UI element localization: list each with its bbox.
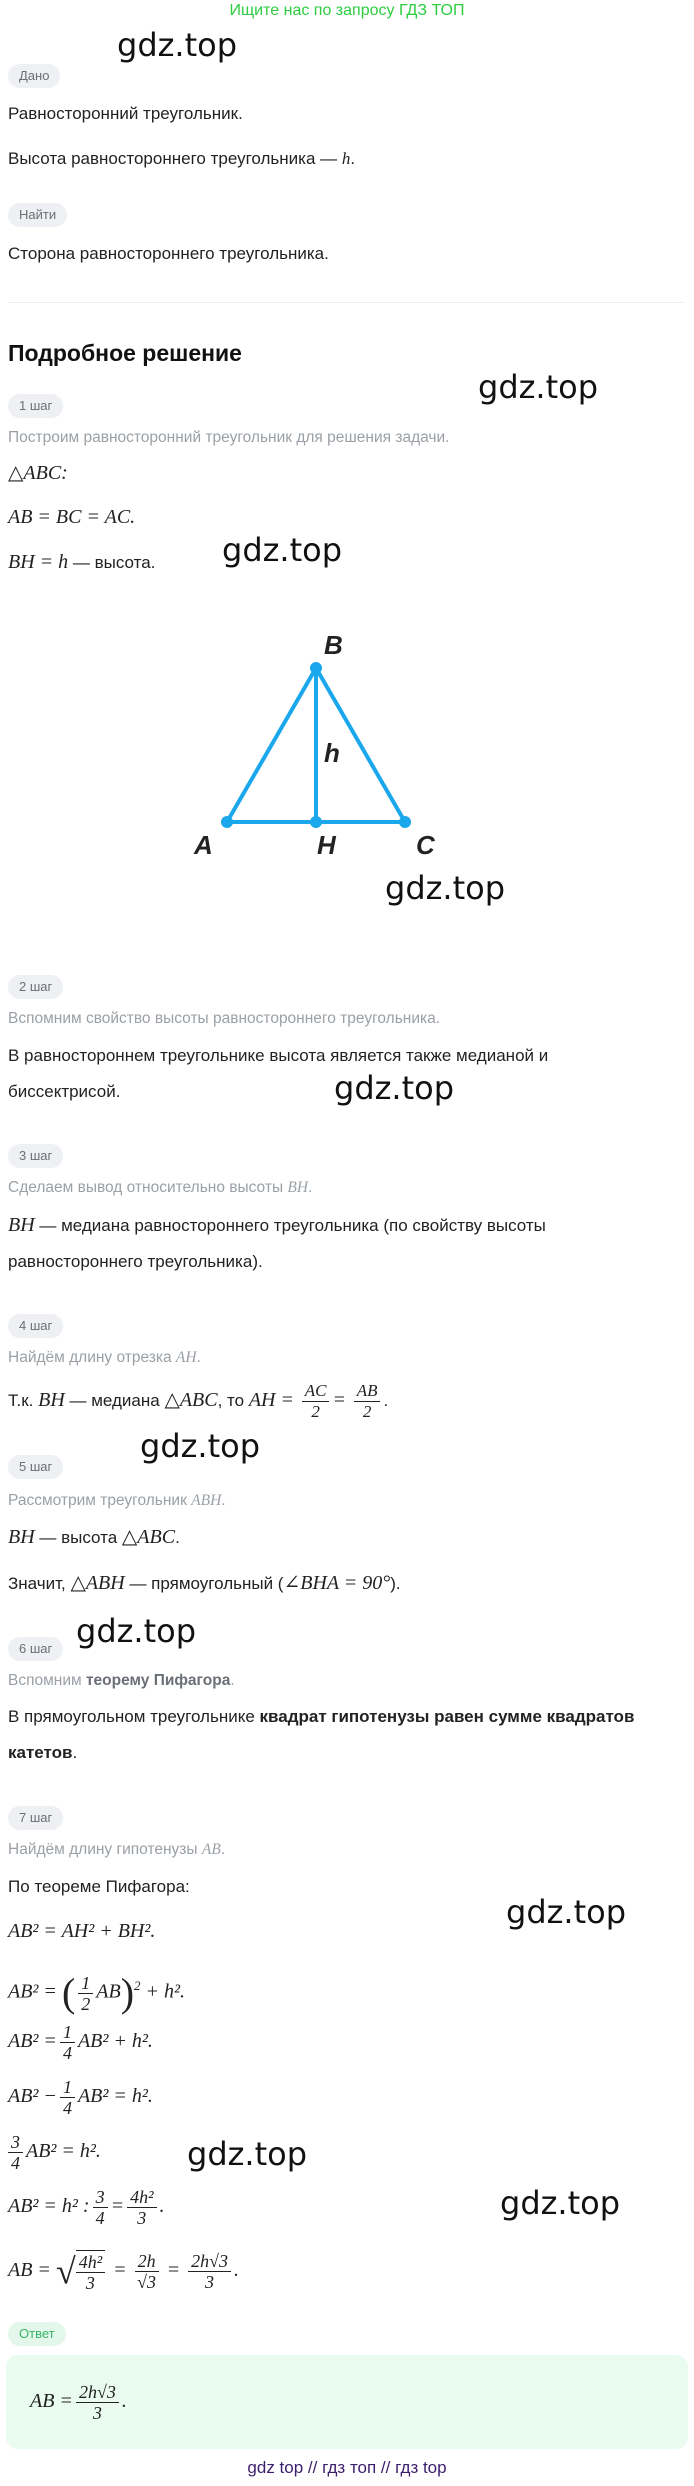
height-math: BH = h [8,551,69,573]
step-1-chip: 1 шаг [8,394,63,418]
math: AB² = h². [26,2140,101,2162]
watermark: gdz.top [334,1069,455,1107]
answer-formula [30,2375,127,2427]
divider [8,302,684,303]
fraction [188,2251,231,2292]
math: AB² = [8,2030,57,2052]
given-line-2 [8,145,688,173]
fraction [78,1973,93,2014]
step-7-intro: По теореме Пифагора: [8,1877,190,1896]
math: AB² − [8,2085,57,2107]
numerator: 2h√3 [188,2251,231,2272]
denominator: 3 [137,2207,147,2228]
step-5-chip: 5 шаг [8,1455,63,1479]
caption-var: ABH [191,1492,222,1509]
given-var: h [341,149,351,168]
step-2-chip: 2 шаг [8,975,63,999]
step-6-text-1 [8,1703,688,1731]
given-line-1: Равносторонний треугольник. [8,104,243,123]
math: △ABH [70,1572,125,1594]
eq-2 [8,1962,688,2017]
caption-text: Найдём длину отрезка [8,1349,176,1366]
eq-3 [8,2017,688,2065]
step-5-line-1 [8,1523,688,1552]
numerator: 3 [93,2187,108,2208]
answer-chip: Ответ [8,2322,66,2346]
caption-end: . [221,1492,226,1509]
step-7-caption [8,1836,688,1864]
watermark: gdz.top [478,368,599,406]
fraction [93,2187,108,2228]
fraction [8,2132,23,2173]
step-6-text-2 [8,1739,688,1767]
end: . [234,2259,239,2281]
math: + h². [145,1980,186,2003]
find-line: Сторона равностороннего треугольника. [8,244,329,263]
step-3-caption [8,1174,688,1202]
text: — прямоугольный ( [124,1574,284,1593]
numerator: 4h² [127,2187,156,2208]
step-1-equality: AB = BC = AC. [8,506,136,528]
bold-text: катетов [8,1743,73,1762]
bold-text: квадрат гипотенузы равен сумме квадратов [259,1707,635,1726]
caption-end: . [220,1841,226,1858]
watermark: gdz.top [500,2184,621,2222]
point-b [310,662,322,674]
text: — медиана равностороннего треугольника (по свойству высоты [34,1216,546,1235]
fraction [135,2251,159,2292]
step-2-text-1: В равностороннем треугольнике высота является также медианой и [8,1046,549,1065]
end: . [175,1528,180,1547]
numerator: 1 [60,2077,75,2098]
end: . [72,1743,78,1762]
caption-end: . [230,1672,235,1689]
math: BH [38,1389,65,1411]
point-c [399,816,411,828]
watermark: gdz.top [506,1893,627,1931]
numerator: AC [302,1381,330,1402]
denominator: √3 [137,2271,157,2292]
numerator: 1 [78,1973,93,1994]
numerator: 2h [135,2251,159,2272]
caption-var: BH [287,1179,309,1196]
denominator: 4 [11,2152,20,2173]
denominator: 2 [81,1993,91,2014]
point-h [310,816,322,828]
numerator: 2h√3 [76,2382,119,2403]
caption-var: AH [175,1349,197,1366]
denominator: 2 [311,1402,320,1422]
end: . [159,2195,165,2217]
paren: ( [61,1970,76,2016]
given-chip: Дано [8,64,60,88]
label-h: H [317,830,336,860]
fraction [127,2187,156,2228]
label-a: A [194,830,213,860]
caption-bold: теорему Пифагора [85,1672,231,1689]
math: ∠BHA = 90° [283,1572,391,1594]
watermark: gdz.top [117,26,238,64]
watermark: gdz.top [140,1427,261,1465]
text: — высота [34,1528,122,1547]
step-1-caption: Построим равносторонний треугольник для решения задачи. [8,429,450,446]
denominator: 3 [85,2272,95,2293]
end: ). [390,1574,401,1593]
numerator: 4h² [76,2252,105,2273]
math: = [110,2195,125,2217]
text: Значит, [8,1574,71,1593]
numerator: AB [354,1381,381,1402]
text: В прямоугольном треугольнике [8,1707,260,1726]
search-banner: Ищите нас по запросу ГДЗ ТОП [229,2,465,19]
step-1-height [8,548,688,577]
math: △ABC [164,1389,218,1411]
watermark: gdz.top [385,869,506,907]
step-1-triangle: △ABC: [8,462,68,484]
text: — медиана [64,1391,165,1410]
solution-title: Подробное решение [8,340,242,366]
eq-6 [8,2182,688,2230]
fraction [60,2022,75,2063]
given-text: Высота равностороннего треугольника — [8,149,342,168]
math: AB² + h². [77,2030,153,2052]
fraction [76,2382,119,2423]
denominator: 4 [62,2042,72,2063]
fraction [354,1381,381,1422]
caption-text: Найдём длину гипотенузы [8,1841,202,1858]
denominator: 4 [62,2097,72,2118]
math: AB [96,1980,121,2003]
numerator: 1 [60,2022,75,2043]
watermark: gdz.top [222,531,343,569]
sqrt-sign: √ [55,2251,76,2292]
math: AB² = h² : [8,2195,90,2217]
fraction [76,2250,105,2293]
denominator: 3 [205,2271,215,2292]
step-7-chip: 7 шаг [8,1806,63,1830]
step-5-caption [8,1487,688,1515]
math: AH = [248,1389,294,1411]
math: △ABC [121,1526,176,1548]
text: , то [217,1391,249,1410]
step-3-text-2: равностороннего треугольника). [8,1252,263,1271]
denominator: 2 [362,1402,372,1422]
step-2-caption: Вспомним свойство высоты равностороннего треугольника. [8,1010,441,1027]
math: AB² = h². [77,2085,153,2107]
label-c: C [416,830,435,860]
caption-var: AB [201,1841,221,1858]
fraction [302,1381,330,1422]
end: . [121,2390,127,2412]
paren: ) [120,1970,135,2016]
point-a [221,816,233,828]
numerator: 3 [8,2132,23,2153]
step-5-line-2 [8,1569,688,1598]
math: AB² = [8,1980,57,2003]
step-4-chip: 4 шаг [8,1314,63,1338]
caption-text: Рассмотрим треугольник [8,1492,192,1509]
step-4-formula [8,1376,688,1425]
eq-7: AB = √ $\frac{\text{4h²}}{3}$ = $\frac{2h}{√3}$ = $\frac{2h√3}{3}$ . [8,2250,239,2293]
eq-4 [8,2072,688,2120]
given-end: . [350,149,356,168]
denominator: 4 [95,2207,105,2228]
watermark: gdz.top [76,1612,197,1650]
step-4-caption [8,1344,688,1372]
bh-math: BH [8,1214,35,1236]
square: 2 [134,1978,141,1993]
end: . [383,1391,389,1410]
caption-text: Сделаем вывод относительно высоты [8,1179,288,1196]
eq-1: AB² = AH² + BH². [8,1920,156,1942]
text: Т.к. [8,1391,39,1410]
fraction [60,2077,75,2118]
answer-box [6,2355,688,2449]
caption-text: Вспомним [8,1672,86,1689]
triangle-lines [227,668,405,822]
step-6-chip: 6 шаг [8,1637,63,1661]
math: = [332,1389,346,1411]
find-chip: Найти [8,203,67,227]
math: AB = [8,2259,51,2281]
step-6-caption [8,1667,688,1695]
math: BH [8,1526,35,1548]
watermark: gdz.top [187,2135,308,2173]
height-text: — высота. [68,553,156,572]
denominator: 3 [92,2402,102,2423]
caption-end: . [196,1349,201,1366]
eq-5 [8,2127,688,2175]
label-b: B [324,630,343,660]
step-3-chip: 3 шаг [8,1144,63,1168]
label-height: h [324,738,340,768]
step-3-text-1 [8,1211,688,1240]
triangle-figure [180,620,460,860]
bottom-links[interactable]: gdz top // гдз топ // гдз top [247,2458,447,2477]
math: AB = [30,2390,73,2412]
step-2-text-2: биссектрисой. [8,1082,121,1101]
caption-end: . [308,1179,313,1196]
